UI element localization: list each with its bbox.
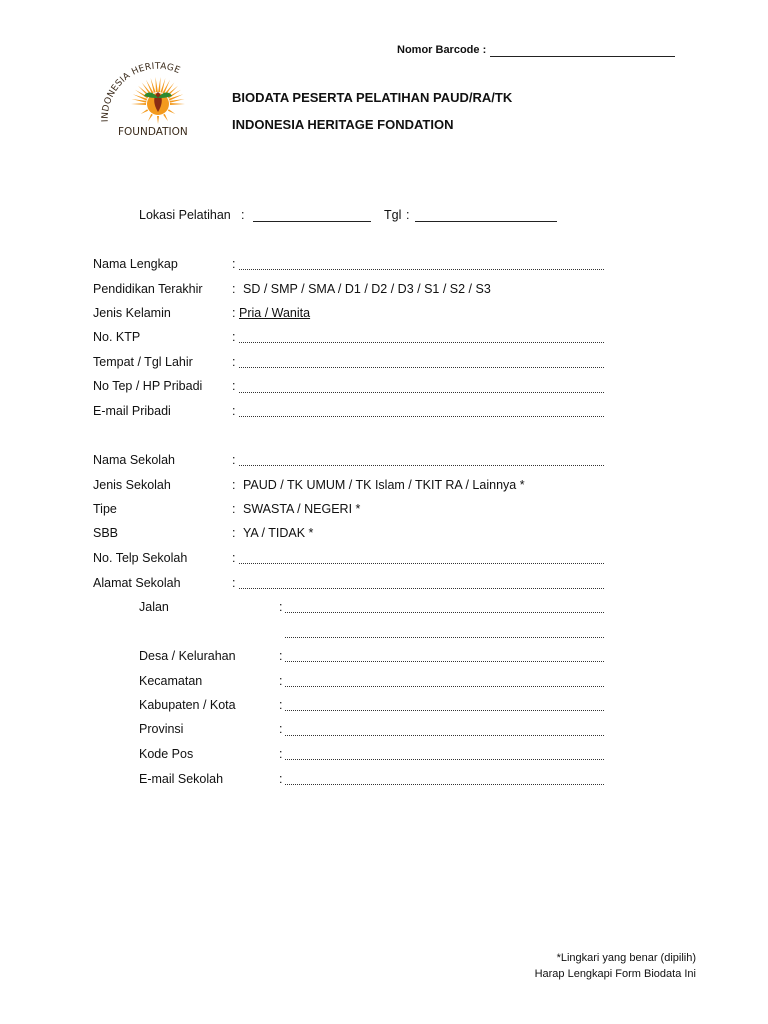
tgl-colon: : bbox=[406, 208, 410, 222]
form-subtitle: INDONESIA HERITAGE FONDATION bbox=[232, 117, 454, 132]
ktp-colon: : bbox=[232, 330, 236, 344]
provinsi-label: Provinsi bbox=[139, 722, 184, 736]
hp-label: No Tep / HP Pribadi bbox=[93, 379, 203, 393]
nama-sekolah-colon: : bbox=[232, 453, 236, 467]
kelamin-colon: : bbox=[232, 306, 236, 320]
desa-field[interactable] bbox=[285, 661, 604, 662]
sun-ray bbox=[131, 103, 146, 105]
lokasi-colon: : bbox=[241, 208, 245, 222]
pendidikan-options[interactable]: SD / SMP / SMA / D1 / D2 / D3 / S1 / S2 / S3 bbox=[243, 282, 491, 296]
email-pribadi-field[interactable] bbox=[239, 416, 604, 417]
sun-ray bbox=[158, 77, 160, 92]
logo-bottom-text: FOUNDATION bbox=[118, 126, 188, 138]
pendidikan-colon: : bbox=[232, 282, 236, 296]
logo-arc-text: INDONESIA HERITAGE bbox=[100, 62, 182, 123]
tipe-colon: : bbox=[232, 502, 236, 516]
provinsi-colon: : bbox=[279, 722, 283, 736]
footer-note-circle: *Lingkari yang benar (dipilih) bbox=[556, 952, 696, 964]
kodepos-field[interactable] bbox=[285, 759, 604, 760]
sun-ray bbox=[148, 114, 153, 121]
sun-ray bbox=[163, 80, 171, 94]
sun-ray bbox=[163, 114, 168, 121]
foundation-logo bbox=[100, 62, 220, 142]
alamat-sekolah-colon: : bbox=[232, 576, 236, 590]
kecamatan-colon: : bbox=[279, 674, 283, 688]
jalan-label: Jalan bbox=[139, 600, 169, 614]
kabupaten-colon: : bbox=[279, 698, 283, 712]
ttl-label: Tempat / Tgl Lahir bbox=[93, 355, 193, 369]
sbb-options[interactable]: YA / TIDAK * bbox=[243, 526, 314, 540]
footer-notes bbox=[535, 950, 696, 982]
lokasi-field[interactable] bbox=[253, 221, 371, 222]
email-sekolah-colon: : bbox=[279, 772, 283, 786]
ktp-label: No. KTP bbox=[93, 330, 141, 344]
sbb-colon: : bbox=[232, 526, 236, 540]
kelamin-label: Jenis Kelamin bbox=[93, 306, 171, 320]
telp-sekolah-field[interactable] bbox=[239, 563, 604, 564]
email-pribadi-label: E-mail Pribadi bbox=[93, 404, 171, 418]
nama-sekolah-field[interactable] bbox=[239, 465, 604, 466]
sun-ray bbox=[156, 77, 158, 92]
tgl-label: Tgl bbox=[384, 208, 402, 222]
sun-ray bbox=[157, 116, 159, 124]
jalan-colon: : bbox=[279, 600, 283, 614]
jenis-sekolah-label: Jenis Sekolah bbox=[93, 478, 171, 492]
alamat-sekolah-field[interactable] bbox=[239, 588, 604, 589]
sun-ray bbox=[146, 80, 154, 94]
provinsi-field[interactable] bbox=[285, 735, 604, 736]
nama-label: Nama Lengkap bbox=[93, 257, 178, 271]
kabupaten-label: Kabupaten / Kota bbox=[139, 698, 236, 712]
footer-note-complete: Harap Lengkapi Form Biodata Ini bbox=[534, 968, 696, 980]
kecamatan-label: Kecamatan bbox=[139, 674, 203, 688]
form-title: BIODATA PESERTA PELATIHAN PAUD/RA/TK bbox=[232, 90, 513, 105]
ttl-colon: : bbox=[232, 355, 236, 369]
alamat-sekolah-label: Alamat Sekolah bbox=[93, 576, 181, 590]
ttl-field[interactable] bbox=[239, 367, 604, 368]
kecamatan-field[interactable] bbox=[285, 686, 604, 687]
tgl-field[interactable] bbox=[415, 221, 557, 222]
kodepos-label: Kode Pos bbox=[139, 747, 194, 761]
sun-ray bbox=[168, 109, 175, 114]
tipe-options[interactable]: SWASTA / NEGERI * bbox=[243, 502, 361, 516]
sbb-label: SBB bbox=[93, 526, 119, 540]
nama-sekolah-label: Nama Sekolah bbox=[93, 453, 175, 467]
jenis-sekolah-options[interactable]: PAUD / TK UMUM / TK Islam / TKIT RA / Lainnya * bbox=[243, 478, 525, 492]
desa-colon: : bbox=[279, 649, 283, 663]
pendidikan-label: Pendidikan Terakhir bbox=[93, 282, 203, 296]
jalan-field-2[interactable] bbox=[285, 637, 604, 638]
nama-colon: : bbox=[232, 257, 236, 271]
sun-ray bbox=[170, 99, 185, 103]
nama-field[interactable] bbox=[239, 269, 604, 270]
hp-field[interactable] bbox=[239, 392, 604, 393]
ktp-field[interactable] bbox=[239, 342, 604, 343]
hp-colon: : bbox=[232, 379, 236, 393]
telp-sekolah-label: No. Telp Sekolah bbox=[93, 551, 188, 565]
desa-label: Desa / Kelurahan bbox=[139, 649, 236, 663]
sun-ray bbox=[132, 99, 147, 103]
logo-graphic bbox=[100, 62, 220, 142]
telp-sekolah-colon: : bbox=[232, 551, 236, 565]
email-sekolah-label: E-mail Sekolah bbox=[139, 772, 224, 786]
jenis-sekolah-colon: : bbox=[232, 478, 236, 492]
sun-ray bbox=[141, 109, 148, 114]
kelamin-options[interactable]: Pria / Wanita bbox=[239, 306, 311, 320]
jalan-field[interactable] bbox=[285, 612, 604, 613]
barcode-label: Nomor Barcode : bbox=[397, 44, 487, 56]
lokasi-label: Lokasi Pelatihan bbox=[139, 208, 231, 222]
tipe-label: Tipe bbox=[93, 502, 117, 516]
email-pribadi-colon: : bbox=[232, 404, 236, 418]
kodepos-colon: : bbox=[279, 747, 283, 761]
barcode-field[interactable] bbox=[490, 56, 675, 57]
email-sekolah-field[interactable] bbox=[285, 784, 604, 785]
kabupaten-field[interactable] bbox=[285, 710, 604, 711]
sun-ray bbox=[170, 103, 185, 105]
